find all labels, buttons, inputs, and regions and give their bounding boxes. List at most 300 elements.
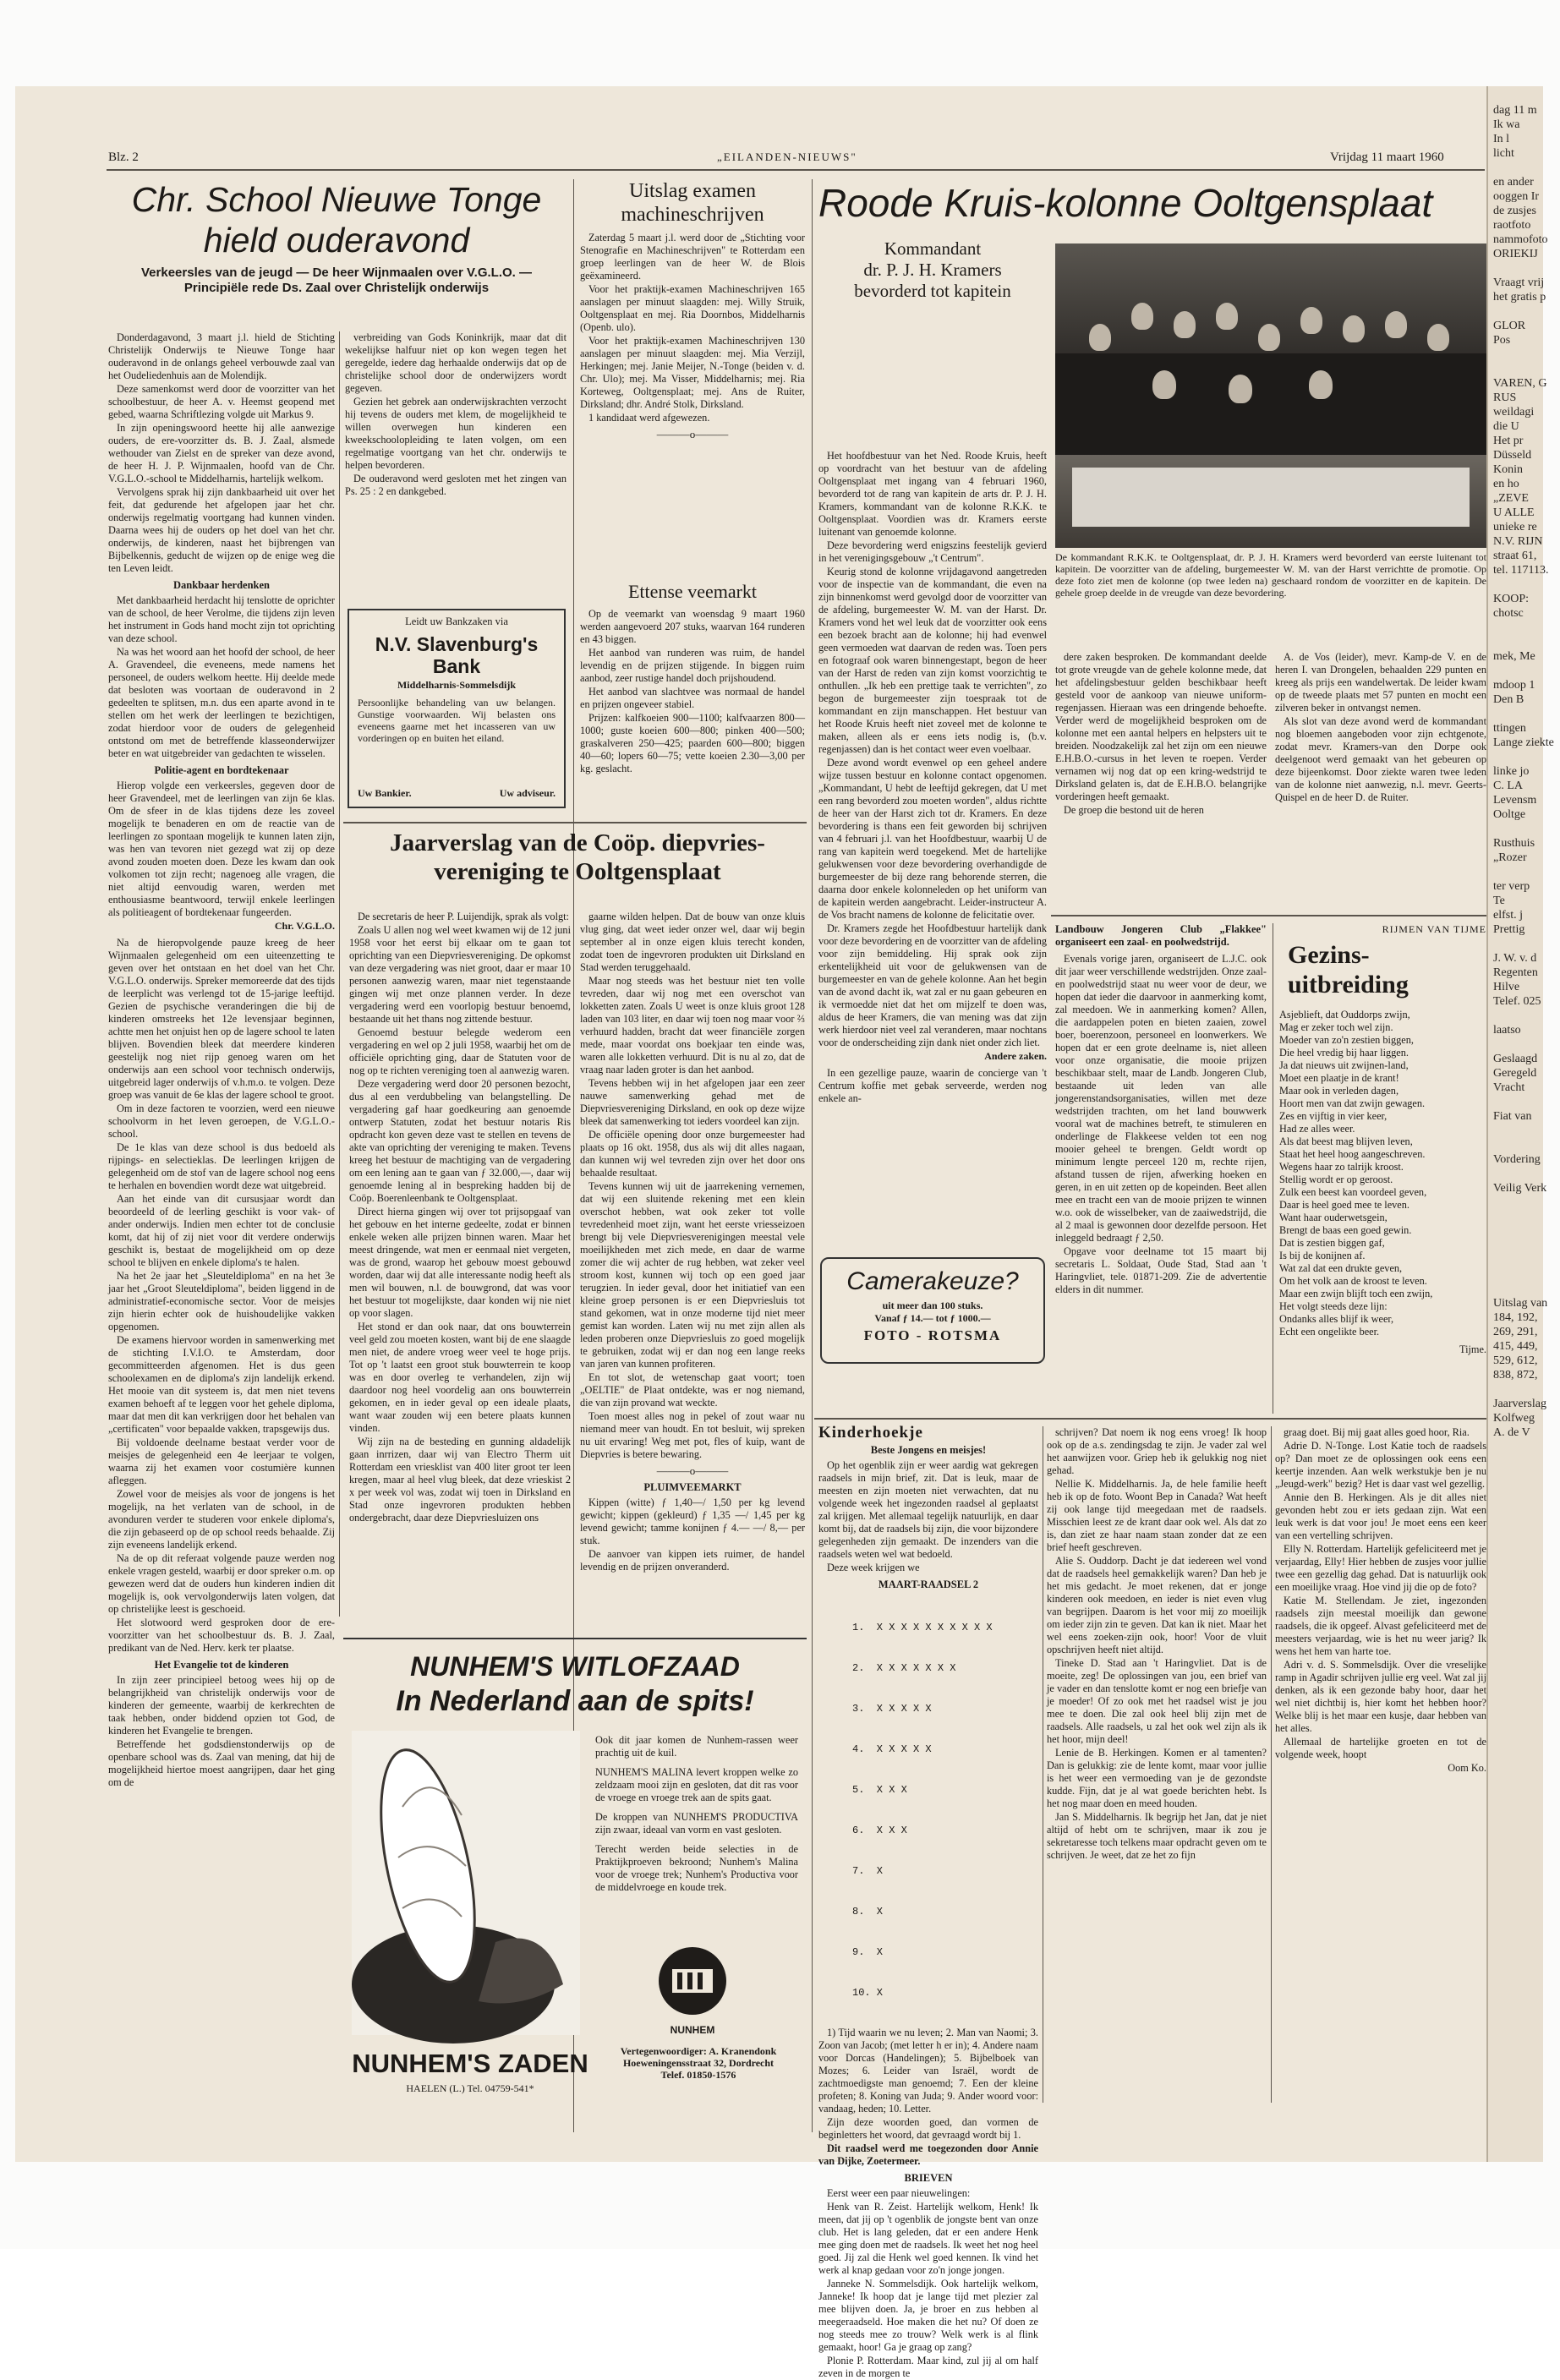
edge-line xyxy=(1493,635,1542,649)
article-title: Roode Kruis-kolonne Ooltgensplaat xyxy=(818,181,1433,225)
nunhem-brand: NUNHEM'S ZADEN xyxy=(352,2049,588,2078)
poem-column-title: RIJMEN VAN TIJME xyxy=(1382,923,1486,935)
edge-line: Ik wa xyxy=(1493,118,1520,131)
section-heading: PLUIMVEEMARKT xyxy=(643,1481,742,1493)
paragraph: En tot slot, de wetenschap gaat voort; toen „OELTIE" de Plaat ontdekte, was er nog niemand, die van zijn provand wat weckte. xyxy=(580,1371,805,1409)
puzzle-row: 7. X xyxy=(852,1865,884,1877)
edge-line: ttingen xyxy=(1493,722,1526,735)
edge-line xyxy=(1493,347,1542,362)
edge-line: Te xyxy=(1493,895,1505,907)
poem-line: Als dat beest mag blijven leven, xyxy=(1279,1135,1413,1147)
paragraph: Janneke N. Sommelsdijk. Ook hartelijk welkom, Janneke! Ik hoop dat je lange tijd met plezier zal mee blijven doen. Ja, je broer en zus hebben al meegeraadseld. Hoe maken die het nu? Of doen ze nog steeds mee zo trouw? Welk werk is al flink gemaakt, hoor! Ga je graag op zang? xyxy=(818,2278,1038,2353)
puzzle-grid xyxy=(852,1594,1038,2027)
edge-line: KOOP: xyxy=(1493,593,1530,605)
poem-signature: Tijme. xyxy=(1459,1343,1486,1355)
paragraph: Ook dit jaar komen de Nunhem-rassen weer prachtig uit de kuil. xyxy=(595,1734,798,1759)
paragraph: Zowel voor de meisjes als voor de jongens is het mogelijk, na het verlaten van de school, in de avonduren verder te studeren voor enkele diploma's, die zijn gebaseerd op de op school reeds behaalde. Zij zijn eveneens landelijk erkend. xyxy=(108,1488,335,1551)
paragraph: Bij voldoende deelname bestaat verder voor de meisjes de gelegenheid een 4e leerjaar te volgen, waarna zij het examen voor costumière kunnen afleggen. xyxy=(108,1436,335,1486)
paragraph: Na was het woord aan het hoofd der school, de heer A. Gravendeel, die eveneens, mede namens het personeel, de ouders welkom heette. Hij deelde mede dat besloten was voortaan de ouderavond in 2 gedeelten te splitsen, m.n. dus een aparte avond in te stellen om het werk der leerlingen te bezichtigen, zodat hierdoor voor de ouders de gelegenheid ontstond om met de betreffende klasseonderwijzer beter en wat uitgebreider van gedachten te wisselen. xyxy=(108,646,335,759)
photo-caption: De kommandant R.K.K. te Ooltgensplaat, dr. P. J. H. Kramers werd bevorderd van eerste luitenant tot kapitein. De voorzitter van de afdeling, burgemeester W. M. van der Harst verrichtte de promotie. Op deze foto ziet men de kolonne (op twee leden na) geschaard rondom de voorzitter en de kapitein. De gehele groep deelde in de vreugde van deze bevordering. xyxy=(1055,551,1486,599)
edge-line: In l xyxy=(1493,133,1510,145)
edge-line: Vraagt vrij xyxy=(1493,276,1545,289)
edge-line xyxy=(1493,161,1542,175)
nunhem-logo-text: NUNHEM xyxy=(670,2024,715,2036)
paragraph: Hierop volgde een verkeersles, gegeven door de heer Gravendeel, met de leerlingen van zijn 6e klas. Om de sfeer in de klas tijdens deze les zoveel mogelijk te benaderen en om de reactie van de leerlingen zo spontaan mogelijk te kunnen laten zijn, was hen van tevoren niet gezegd wat zij op deze avond zouden moeten doen. Deze les kwam dan ook volkomen tot zijn recht; nagenoeg alle vragen, die niet altijd eenvoudig waren, werden met enthousiasme beantwoord, terwijl enkele leerlingen als politieagent of bordtekenaar fungeerden. xyxy=(108,780,335,918)
poem-line: Het volgt steeds deze lijn: xyxy=(1279,1300,1388,1312)
edge-line: straat 61, xyxy=(1493,550,1537,562)
poem-lines xyxy=(1279,1009,1486,1338)
paragraph: In zijn zeer principieel betoog wees hij op de belangrijkheid van christelijk onderwijs voor de kinderen der gemeente, waarbij de kerkrechten de taak hebben, onder biddend opzien tot God, de kinderen het Evangelie te brengen. xyxy=(108,1674,335,1737)
edge-line xyxy=(1493,362,1542,376)
paragraph: In een gezellige pauze, waarin de concierge van 't Centrum koffie met gebak serveerde, werden nog enkele an- xyxy=(818,1067,1047,1104)
edge-line: J. W. v. d xyxy=(1493,952,1537,965)
puzzle-row: 10. X xyxy=(852,1987,884,1999)
article-subtitle: Verkeersles van de jeugd — De heer Wijnmaalen over V.G.L.O. — Principiële rede Ds. Zaal over Christelijk onderwijs xyxy=(141,265,532,295)
agent-address: Hoeweningensstraat 32, Dordrecht xyxy=(622,2057,775,2069)
paragraph: A. de Vos (leider), mevr. Kamp-de V. en de heren I. van Drongelen, behaalden 229 punten en kreeg als prijs een wandelwertak. De leider kwam op de tweede plaats met 57 punten en mocht een zilveren beker in ontvangst nemen. xyxy=(1275,651,1486,714)
bank-ad-text: Persoonlijke behandeling van uw belangen. Gunstige voorwaarden. Wij belasten ons eveneens gaarne met het incasseren van uw vorderingen op en buiten het eiland. xyxy=(358,697,556,744)
paragraph: Maar nog steeds was het bestuur niet ten volle tevreden, daar wij nog met een overschot van lokketten zaten. Zoals U weet is onze kluis groot 128 laden van 103 liter, en daar wij toen nog maar voor ⅔ verhuurd hadden, bracht dat weer financiële zorgen mede, maar voordat ons boekjaar ten einde was, waren alle lokketten verhuurd. Dit is nu al zo, dat de vraag naar laden groter is dan het aanbod. xyxy=(580,975,805,1075)
paragraph: In zijn openingswoord heette hij alle aanwezige ouders, de ere-voorzitter ds. B. J. Zaal, alsmede wethouder van Zielst en de spreker van deze avond, de heer H. J. P. Wijnmaalen, hoofd van de Chr. V.G.L.O.-school te Middelharnis, hartelijk welkom. xyxy=(108,422,335,484)
page-number: Blz. 2 xyxy=(108,150,139,164)
edge-line: licht xyxy=(1493,147,1514,160)
edge-line xyxy=(1493,1138,1542,1152)
article-title: Uitslag examen machineschrijven xyxy=(621,180,764,226)
chicory-illustration xyxy=(352,1731,580,2035)
nunhem-logo-icon xyxy=(652,1944,733,2028)
paragraph: Op het ogenblik zijn er weer aardig wat gekregen raadsels in mijn brief, zit. Dat is leuk, maar de meesten en zijn moeten niet verwachten, dat nu volgende week het ingezonden raadsel al geplaatst zal krijgen. Met allemaal tegelijk natuurlijk, en daar komt bij, dat de raadsels bij zijn, die voor bijzondere gelegenheden zijn gemaakt. De inzenders van die raadsels weten wel wat bedoeld. xyxy=(818,1459,1038,1560)
edge-line: die U xyxy=(1493,420,1519,433)
paragraph: Evenals vorige jaren, organiseert de L.J.C. ook dit jaar weer verschillende wedstrijden. Onze zaal- en poolwedstrijd staat nu weer voor de deur, we hopen dat ieder die daarvoor in aanmerking komt, zal meedoen. We in aanmerking komen? Allen, die aardappelen poten en bieten zaaien, zowel boer, boerenzoon, personeel en loonwerkers. We hopen dat er een grote deelname is, niet alleen voor onze organisatie, die mooie prijzen beschikbaar stelt, maar de Landb. Jongeren Club, bestaande uit leden van alle jongerenstandsorganisaties, willen met deze wedstrijden trachten, om het land bouwwerk vooral wat de machines betreft, te stimuleren en onderlinge de Flakkeese velden tot een nog mooier geheel te brengen. Geldt wordt op minimum lengte perceel 120 m, rechte rijen, afstand tussen de rijen, afwerking hoeken en geren, in en uit zetten op de kopeinden. Beet allen mee en tracht een van de mooie prijzen te winnen w.o. ook de wisselbeker, van de zaaiwedstrijd, die al 2 maal is gewonnen door dezelfde persoon. Het inleggeld bedraagt ƒ 2,50. xyxy=(1055,953,1267,1244)
section-rule xyxy=(343,822,807,823)
edge-line: Veilig Verk xyxy=(1493,1182,1547,1195)
header-rule xyxy=(107,169,1485,171)
agent-phone: Telef. 01850-1576 xyxy=(660,2069,736,2081)
poem-line: Brengt de baas een goed gewin. xyxy=(1279,1224,1412,1236)
edge-line: nammofoto xyxy=(1493,233,1548,246)
edge-line: de zusjes xyxy=(1493,205,1536,217)
paragraph: Deze avond wordt evenwel op een geheel andere wijze tussen bestuur en kolonne contact opgenomen. „Kommandant, U hebt de leeftijd gekregen, dat U met een rang bevorderd zou moeten worden", aldus richtte de heer van der Harst zich tot dr. Kramers. En deze bevordering is thans een feit geworden bij schrijven van 4 februari j.l. van het Hoofdbestuur, waarbij U de rang van kapitein werd toegekend. Met de hartelijke gelukwensen voor deze bevordering overhandigde de burgemeester de bij deze rang behorende sterren, die daarna door enkele kolonneleden op het uniform van de kapitein werden aangebracht. Leider-instructeur A. de Vos bracht namens de kolonne de felicitatie over. xyxy=(818,757,1047,921)
edge-line: Rusthuis xyxy=(1493,837,1535,850)
edge-line: Prettig xyxy=(1493,923,1525,936)
puzzle-row: 2. X X X X X X X xyxy=(852,1662,956,1674)
edge-line xyxy=(1493,750,1542,764)
poem-line: Want haar ouderwetsgein, xyxy=(1279,1212,1388,1223)
edge-line: Vracht xyxy=(1493,1081,1525,1094)
paragraph: Het slotwoord werd gesproken door de ere-voorzitter van het schoolbestuur ds. B. J. Zaal, predikant van de Ned. Herv. kerk ter plaatse. xyxy=(108,1617,335,1654)
edge-line xyxy=(1493,1095,1542,1109)
paragraph: Toen moest alles nog in pekel of zout waar nu niemand meer van houdt. En tot besluit, wij spreken nu uit ervaring! Weg met pot, fles of kuip, want de Diepvries is betere bewaring. xyxy=(580,1410,805,1460)
bank-ad-slogan-right: Uw adviseur. xyxy=(499,787,556,799)
edge-line: Pos xyxy=(1493,334,1511,347)
paragraph: Voor het praktijk-examen Machineschrijven 165 aanslagen per minuut slaagden: mej. Willy Struik, Ooltgensplaat en mej. Ria Doornbos, Middelharnis (Openb. ulo). xyxy=(580,283,805,333)
edge-line: Levensm xyxy=(1493,794,1537,807)
issue-date: Vrijdag 11 maart 1960 xyxy=(1330,150,1444,164)
edge-line: 529, 612, xyxy=(1493,1354,1538,1367)
article-diepvries-col2 xyxy=(580,911,805,1638)
edge-line: Fiat van xyxy=(1493,1110,1532,1123)
edge-line xyxy=(1493,664,1542,678)
kinderhoekje-col2 xyxy=(1047,1426,1267,2103)
agent-name: Vertegenwoordiger: A. Kranendonk xyxy=(620,2045,777,2057)
bank-place: Middelharnis-Sommelsdijk xyxy=(397,679,516,691)
edge-line: C. LA xyxy=(1493,780,1523,792)
edge-line xyxy=(1493,1009,1542,1023)
article-roodekruis-subtitle xyxy=(818,238,1047,450)
puzzle-row: 4. X X X X X xyxy=(852,1743,932,1755)
edge-line: „ZEVE xyxy=(1493,492,1529,505)
column-rule xyxy=(812,179,813,2132)
paragraph: dere zaken besproken. De kommandant deelde tot grote vreugde van de gehele kolonne mede, dat het afdelingsbestuur gelden beschikbaar heeft gesteld voor de aankoop van nieuwe uniform-regenjassen. Hieraan was een dringende behoefte. Verder werd de mogelijkheid besproken om de kolonne met een aantal helpers en helpsters uit te breiden. Noodzakelijk zal het zijn om een nieuwe E.H.B.O.-cursus in het leven te roepen. Verder vernamen wij nog dat op een kring-wedstrijd te Dirksland gelaten is, dat de E.H.B.O. belangrijke vorderingen heeft gemaakt. xyxy=(1055,651,1267,802)
edge-line: A. de V xyxy=(1493,1426,1530,1439)
edge-line xyxy=(1493,577,1542,592)
article-ljc-flakkee xyxy=(1055,923,1267,1422)
poem-line: Zes en vijftig in vier keer, xyxy=(1279,1110,1388,1122)
nunhem-agent xyxy=(597,2045,800,2081)
edge-line xyxy=(1493,621,1542,635)
edge-line: unieke re xyxy=(1493,521,1537,533)
poem-line: Dat is zestien biggen gaf, xyxy=(1279,1237,1385,1249)
adjacent-page-edge xyxy=(1486,86,1554,2162)
kinderhoekje-signature: Oom Ko. xyxy=(1448,1762,1486,1774)
edge-line: Lange ziekte xyxy=(1493,736,1554,749)
edge-line xyxy=(1493,822,1542,836)
edge-line: Düsseld xyxy=(1493,449,1532,462)
edge-line: ooggen Ir xyxy=(1493,190,1540,203)
paragraph: Dit raadsel werd me toegezonden door Annie van Dijke, Zoetermeer. xyxy=(818,2142,1038,2167)
subtitle-3: bevorderd tot kapitein xyxy=(854,281,1011,301)
edge-line: N.V. RIJN xyxy=(1493,535,1543,548)
poem-line: Om het volk aan de kroost te leven. xyxy=(1279,1275,1427,1287)
edge-line: elfst. j xyxy=(1493,909,1523,922)
article-diepvries-col1 xyxy=(349,911,571,1638)
poem-line: Asjeblieft, dat Ouddorps zwijn, xyxy=(1279,1009,1410,1020)
paragraph: Als slot van deze avond werd de kommandant nog bloemen aangeboden voor zijn echtgenote, zodat mevr. Kramers-van den Dorpe ook deelgenoot werd gemaakt van het gebeuren op deze bijeenkomst. Door ziekte waren twee leden van de kolonne niet aanwezig, n.l. mevr. Geerts-Quispel en de heer D. de Ruiter. xyxy=(1275,715,1486,803)
paragraph: Elly N. Rotterdam. Hartelijk gefeliciteerd met je verjaardag, Elly! Hier hebben de zusjes voor jullie twee een gezellig dag gehad. Dat is natuurlijk ook een moeilijke vraag. Hoe vind jij die op de foto? xyxy=(1275,1543,1486,1593)
paragraph: Adri v. d. S. Sommelsdijk. Over die vreselijke ramp in Agadir schrijven jullie erg veel. Wat zal jij denken, als ik een gezonde baby hoor, daar het wel niet dichtbij is, hier komt het hebben hoor? Welke blij is het maar een kusje, daar hebben van het alles. xyxy=(1275,1659,1486,1734)
puzzle-row: 9. X xyxy=(852,1946,884,1958)
edge-line xyxy=(1493,1037,1542,1052)
paragraph: De ouderavond werd gesloten met het zingen van Ps. 25 : 2 en dankgebed. xyxy=(345,473,567,497)
paragraph: NUNHEM'S MALINA levert kroppen welke zo zeldzaam mooi zijn en gesloten, dat dit ras voor de vroege en vroege trek aan de spits gaat. xyxy=(595,1766,798,1803)
edge-line xyxy=(1493,1382,1542,1397)
paragraph: gaarne wilden helpen. Dat de bouw van onze kluis vlug ging, dat weet ieder onzer wel, daar wij begin september al in onze eigen kluis terecht konden, zodat toen de ingevroren produkten uit Dirksland en Stad werden teruggehaald. xyxy=(580,911,805,973)
bank-ad-slogan-left: Uw Bankier. xyxy=(358,787,412,799)
edge-line: Den B xyxy=(1493,693,1524,706)
paragraph: Het aanbod van runderen was ruim, de handel levendig en de prijzen stijgende. In biggen ruim aanbod, zeer rustige handel doch prijshoudend. xyxy=(580,647,805,684)
paragraph: Vervolgens sprak hij zijn dankbaarheid uit over het feit, dat gedurende het afgelopen jaar het chr. onderwijs regelmatig voortgang had kunnen vinden. Daarna wees hij de ouders op het doel van het chr. onderwijs, de kinderen, naast het bijbrengen van Bijbelkennis, geducht de wijzen op de enige weg die ten Leven leidt. xyxy=(108,486,335,574)
nunhem-headline-1: NUNHEM'S WITLOFZAAD xyxy=(410,1651,740,1682)
poem-gezinsuitbreiding xyxy=(1279,923,1486,1422)
nunhem-brand-sub: HAELEN (L.) Tel. 04759-541* xyxy=(406,2082,534,2094)
greeting: Beste Jongens en meisjes! xyxy=(870,1444,987,1456)
paragraph: De 1e klas van deze school is dus bedoeld als rijpings- en selectieklas. De leerlingen krijgen de gelegenheid om de stof van de lagere school nog eens te herhalen en bovendien wordt deze wat uitgebreid. xyxy=(108,1141,335,1191)
edge-line: het gratis p xyxy=(1493,291,1546,304)
edge-line: Regenten xyxy=(1493,966,1538,979)
section-heading: Politie-agent en bordtekenaar xyxy=(154,764,289,776)
puzzle-title: MAART-RAADSEL 2 xyxy=(878,1578,979,1590)
camera-ad-line1: uit meer dan 100 stuks. xyxy=(882,1299,983,1311)
edge-line: GLOR xyxy=(1493,320,1526,332)
edge-line: tel. 117113. xyxy=(1493,564,1549,577)
article-veemarkt xyxy=(580,581,805,851)
edge-line: linke jo xyxy=(1493,765,1530,778)
page-header xyxy=(108,150,1478,171)
edge-line: Ooltge xyxy=(1493,808,1526,821)
masthead: „EILANDEN-NIEUWS" xyxy=(717,150,857,163)
article-school-col1 xyxy=(108,331,335,2128)
kolonne-photo xyxy=(1055,243,1486,548)
poem-line: Wat zal dat een drukte geven, xyxy=(1279,1262,1403,1274)
column-rule xyxy=(1271,1426,1272,2103)
edge-line: Jaarverslag xyxy=(1493,1398,1546,1410)
paragraph: Om in deze factoren te voorzien, werd een nieuwe schoolvorm in het leven geroepen, de V.G.L.O.-school. xyxy=(108,1102,335,1140)
article-school-col2 xyxy=(345,331,567,594)
section-rule xyxy=(1051,915,1486,916)
puzzle-row: 6. X X X xyxy=(852,1825,907,1836)
paragraph: Het aanbod van slachtvee was normaal de handel en prijzen ongeveer stabiel. xyxy=(580,686,805,710)
kinderhoekje-col1 xyxy=(818,1424,1038,2379)
paragraph: Adrie D. N-Tonge. Lost Katie toch de raadsels op? Dan moet ze de oplossingen ook eens een keertje inzenden. Aan welk werkstukje ben je nu „Jeugd-werk" bezig? Het is daar vast wel gezellig. xyxy=(1275,1440,1486,1490)
edge-line xyxy=(1493,1253,1542,1267)
article-roodekruis-col2 xyxy=(1055,651,1267,913)
article-diepvries-header xyxy=(349,829,806,905)
edge-line: 184, 192, xyxy=(1493,1311,1538,1324)
poem-line: Stellig wordt er op geroost. xyxy=(1279,1174,1393,1185)
paragraph: 1 kandidaat werd afgewezen. xyxy=(588,412,710,424)
edge-line: VAREN, G xyxy=(1493,377,1547,390)
paragraph: Dr. Kramers zegde het Hoofdbestuur hartelijk dank voor deze bevordering en de voorzitter van de afdeling voor zijn bemiddeling. Hij sprak ook zijn erkentelijkheid uit voor de gelukwensen van de burgemeester en van de gehele kolonne. Aan het begin van de avond dacht ik, wat zal er nu gaan gebeuren en ik vermoedde niet dat het om mijzelf te doen was, aldus de heer Kramers, die van mening was dat zijn werk hierdoor niet veel zal veranderen, maar nochtans voor de onderscheiding zijn dank niet onder zich liet. xyxy=(818,922,1047,1048)
article-title: Jaarverslag van de Coöp. diepvries-vereniging te Ooltgensplaat xyxy=(390,829,765,885)
paragraph: verbreiding van Gods Koninkrijk, maar dat dit wekelijkse halfuur niet op kon wegen tegen het geregelde, iedere dag herhaalde onderwijs dat op de christelijke school door de onderwijzers wordt gegeven. xyxy=(345,331,567,394)
edge-line xyxy=(1493,1239,1542,1253)
subtitle-1: Kommandant xyxy=(884,238,982,259)
article-title-line2: hield ouderavond xyxy=(203,221,470,260)
edge-line xyxy=(1493,865,1542,879)
paragraph: Met dankbaarheid herdacht hij tenslotte de oprichter van de school, de heer Verolme, die tijdens zijn leven het instrument in Gods hand mocht zijn tot oprichting van deze school. xyxy=(108,594,335,644)
newspaper-page xyxy=(15,86,1487,2379)
paragraph: Deze samenkomst werd door de voorzitter van het schoolbestuur, de heer A. v. Heemst geopend met gebed, waarna Schriftlezing volgde uit Markus 9. xyxy=(108,383,335,420)
byline: Andere zaken. xyxy=(984,1050,1047,1062)
edge-line xyxy=(1493,1167,1542,1181)
poem-line: Maar ook in verleden dagen, xyxy=(1279,1085,1399,1097)
poem-line: Ja dat nieuws uit zwijnen-land, xyxy=(1279,1059,1409,1071)
paragraph: Alie S. Ouddorp. Dacht je dat iedereen wel vond dat de raadsels heel gemakkelijk waren? Dan heb je het mis gedacht. Je moet rekenen, dat er jonge kinderen ook meedoen, en ieder is niet even vlug van begrijpen. Daarom is het voor mij zo moeilijk om ieder zijn zin te geven. Dat kan ik niet. Maar het wel eens zoeken-zijn ook, hoor! Voor de vluit opschrijven heeft niet altijd. xyxy=(1047,1555,1267,1655)
paragraph: Katie M. Stellendam. Je ziet, ingezonden raadsels zijn meestal moeilijk dan gewone raadsels, die ik opgeef. Alvast gefeliciteerd met de meesters verjaardag, wie is het nu weer jarig? Ik wens het hem van harte toe. xyxy=(1275,1595,1486,1657)
paragraph: Na de hieropvolgende pauze kreeg de heer Wijnmaalen gelegenheid om een uiteenzetting te geven over het ontstaan en het doel van het Chr. V.G.L.O. onderwijs. Spreker memoreerde dat des tijds de leerplicht was verlengd tot de 15-jarige leeftijd. Gezien de psychische veranderingen die bij de kinderen omstreeks het 12e levensjaar beginnen, achtte men het onjuist hen op de lagere school te laten blijven. Bovendien bleek dat meerdere kinderen geestelijk nog niet rijp genoeg waren om het onderwijs aan een school voor technisch onderwijs, uitgebreid lager onderwijs of v.h.m.o. te volgen. Deze groep was vanuit de 6e klas der lagere school te groot. xyxy=(108,937,335,1101)
edge-line: U ALLE xyxy=(1493,506,1535,519)
edge-line: ORIEKIJ xyxy=(1493,248,1538,260)
edge-line xyxy=(1493,1210,1542,1224)
paragraph: Zijn deze woorden goed, dan vormen de beginletters het woord, dat gevraagd wordt bij 1. xyxy=(818,2116,1038,2141)
poem-line: Daar is heel goed mee te leven. xyxy=(1279,1199,1409,1211)
nunhem-advertisement xyxy=(343,1638,807,2109)
paragraph: Allemaal de hartelijke groeten en tot de volgende week, hoopt xyxy=(1275,1736,1486,1760)
camera-ad-line2: Vanaf ƒ 14.— tot ƒ 1000.— xyxy=(874,1312,991,1324)
paragraph: Deze bevordering werd enigszins feestelijk gevierd in het verenigingsgebouw „'t Centrum". xyxy=(818,539,1047,564)
poem-line: Zulk een beest kan voordeel geven, xyxy=(1279,1186,1427,1198)
paragraph: Donderdagavond, 3 maart j.l. hield de Stichting Christelijk Onderwijs te Nieuwe Tonge haar ouderavond in de onlangs geheel verbouwde zaal van het Oudeliedenhuis aan de Molendijk. xyxy=(108,331,335,381)
paragraph: Tevens kunnen wij uit de jaarrekening vernemen, dat wij een sluitende rekening met een klein overschot hebben, wat ook zeker tot volle tevredenheid moet zijn, want het eerste vriesseizoen brengt bij vele Diepvriesverenigingen meestal vele moeilijkheden met zich mede, en daar de warme zomer die wij achter de rug hebben, wat zeker veel stroom kost, kunnen wij toch op een goed jaar terugzien. In ieder geval, door het initiatief van een kleine groep personen is er een Diepvriesluis tot stand gekomen, wat in onze moderne tijd niet meer gemist kan worden. Laten wij nu met zijn allen als leden proberen onze Diepvriesluis zo goed mogelijk te gebruiken, zodat wij er dan nog een lange reeks van jaren van kunnen profiteren. xyxy=(580,1180,805,1370)
camera-ad-shop: FOTO - ROTSMA xyxy=(863,1327,1002,1343)
section-rule xyxy=(814,1418,1486,1420)
edge-line: Geregeld xyxy=(1493,1067,1537,1080)
paragraph: Lenie de B. Herkingen. Komen er al tamenten? Dan is gelukkig: zie de lente komt, maar voor jullie is het weer een vermoeding van je de gezondste kudde. Fijn, dat je al wat goede berichten hebt. Is het nog maar doen en meed houden. xyxy=(1047,1747,1267,1809)
edge-line: en ho xyxy=(1493,478,1519,490)
bank-advertisement xyxy=(348,609,566,808)
edge-line: chotsc xyxy=(1493,607,1524,620)
edge-line xyxy=(1493,261,1542,276)
edge-line: raotfoto xyxy=(1493,219,1531,232)
paragraph: Het stond er dan ook naar, dat ons bouwterrein veel geld zou moeten kosten, want bij de ene slaagde men niet, de andere vroeg weer veel te hoge prijs. Tot op 't laatst een groot stuk bouwterrein te koop was en door overleg te verhandelen, zijn wij daardoor nog heel voordelig aan ons bouwterrein gekomen, en in ieder geval op een ideale plaats, want waar zouden wij een betere plaats kunnen vinden. xyxy=(349,1321,571,1434)
edge-line: Het pr xyxy=(1493,435,1524,447)
poem-title-2: uitbreiding xyxy=(1288,971,1409,999)
edge-line: „Rozer xyxy=(1493,851,1527,864)
poem-line: Had ze alles weer. xyxy=(1279,1123,1355,1135)
paragraph: 1) Tijd waarin we nu leven; 2. Man van Naomi; 3. Zoon van Jacob; (met letter h er in); 4. Andere naam voor Dorcas (Handelingen); 5. Bijbelboek van Mozes; 6. Leider van Israël, wordt de zachtmoedigste man genoemd; 7. Een der kleine profeten; 8. Koning van Juda; 9. Ander woord voor: vandaag, heden; 10. Letter. xyxy=(818,2027,1038,2115)
paragraph: De kroppen van NUNHEM'S PRODUCTIVA zijn zwaar, ideaal van vorm en vast gesloten. xyxy=(595,1811,798,1836)
edge-line: mdoop 1 xyxy=(1493,679,1535,692)
puzzle-row: 1. X X X X X X X X X X xyxy=(852,1622,993,1633)
edge-line: ter verp xyxy=(1493,880,1530,893)
paragraph: schrijven? Dat noem ik nog eens vroeg! Ik hoop ook op de a.s. zendingsdag te zijn. Je vader zal wel het aanwijzen voor. Griep heb ik gelukkig nog niet gehad. xyxy=(1047,1426,1267,1476)
paragraph: Keurig stond de kolonne vrijdagavond aangetreden voor de inspectie van de kommandant, die even na zijn binnenkomst werd gevolgd door de voorzitter van de afdeling, burgemeester W. M. van der Harst. Dr. Kramers vond het wel leuk dat de voorzitter ook eens een bezoek bracht aan de kolonne; hij had evenwel geen vermoeden wat daarvan de reden was. Toen pers en fotograaf ook waren binnengestapt, begon de heer van der Harst de reden van zijn komst voorzichtig te onthullen. „Ik heb een prettige taak te verrichten", zo begon de burgemeester zijn toespraak tot de kommandant en zijn manschappen. Het bestuur van het Roode Kruis heeft niet zoveel met de kolonne te maken, alleen als er eens iets nodig is, (b.v. regenjassen) dan is het contact weer even voelbaar. xyxy=(818,566,1047,755)
camera-ad-title: Camerakeuze? xyxy=(846,1267,1019,1295)
article-roodekruis-col3 xyxy=(1275,651,1486,913)
poem-line: Wegens haar zo talrijk kroost. xyxy=(1279,1161,1404,1173)
paragraph: Direct hierna gingen wij over tot prijsopgaaf van het gebouw en het interne gedeelte, zodat er binnen enkele weken alle prijzen binnen waren. Maar het meest dringende, wat men er eenmaal niet vergeten, was de grond, waarop het gebouw moest gebouwd worden, daar wij dat alle interessante nodig heeft als men wil bouwen, n.l. de bouwgrond, dat was voor het bestuur tot mogelijkste, daar konden wij nie niet op voor slagen. xyxy=(349,1206,571,1319)
paragraph: Deze vergadering werd door 20 personen bezocht, dus al een verdubbeling van belangstelling. De vergadering gaf haar goedkeuring aan genoemde ontwerp Statuten, zodat het bestuur notaris Ris opdracht kon geven deze vast te stellen en tevens de akte van oprichting der vereniging te maken. Tevens kreeg het bestuur de machtiging van de vergadering om een lening aan te gaan van ƒ 32.000,—, daar wij genoemde lening al in bespreking hadden bij de Coöp. Boerenleenbank te Ooltgensplaat. xyxy=(349,1078,571,1204)
paragraph: Plonie P. Rotterdam. Maar kind, zul jij al om half zeven in de morgen te xyxy=(818,2355,1038,2379)
paragraph: Zoals U allen nog wel weet kwamen wij de 12 juni 1958 voor het eerst bij elkaar om te gaan tot oprichting van een Diepvriesvereniging. De opkomst van deze vergadering was niet groot, daar er maar 10 personen aanwezig waren, maar niet tegenstaande gingen wij met onze plannen verder. In deze vergadering werd een voorlopig bestuur benoemd, bestaande uit het thans nog zittende bestuur. xyxy=(349,924,571,1025)
poem-line: Maar een zwijn blijft toch een zwijn, xyxy=(1279,1288,1433,1299)
poem-line: Hoort men van dat zwijn gewagen. xyxy=(1279,1097,1426,1109)
edge-line: Kolfweg xyxy=(1493,1412,1535,1425)
edge-line: dag 11 m xyxy=(1493,104,1537,117)
edge-line: mek, Me xyxy=(1493,650,1535,663)
edge-line: Vordering xyxy=(1493,1153,1541,1166)
edge-line xyxy=(1493,937,1542,951)
poem-line: Moeder van zo'n zestien biggen, xyxy=(1279,1034,1414,1046)
poem-line: Die heel vredig bij haar liggen. xyxy=(1279,1047,1409,1059)
edge-line: Telef. 025 xyxy=(1493,995,1541,1008)
article-title: Ettense veemarkt xyxy=(627,581,758,602)
section-heading: BRIEVEN xyxy=(904,2172,953,2184)
paragraph: Prijzen: kalfkoeien 900—1100; kalfvaarzen 800—1000; guste koeien 600—800; pinken 400—500; graskalveren 250—425; paarden 600—800; biggen 40—60; lopers 60—75; vette koeien 2.30—3,00 per kg. geslacht. xyxy=(580,712,805,774)
edge-line: en ander xyxy=(1493,176,1534,189)
subtitle-2: dr. P. J. H. Kramers xyxy=(863,260,1002,280)
paragraph: Tineke D. Stad aan 't Haringvliet. Dat is de moeite, zeg! De oplossingen van jou, een brief van je vader en dan tenslotte komt er nog een briefje van je moeder! Of zo ook met het raadsel wist je jou mee te doen. Die zal ook heel blij zijn met de raadsels. Alle raadsels, u zal het ook wel zijn als ik het hoor, mijn deel! xyxy=(1047,1657,1267,1745)
article-machineschrijven xyxy=(580,179,805,551)
bank-name: N.V. Slavenburg's Bank xyxy=(375,633,539,677)
poem-line: Moet een plaatje in de krant! xyxy=(1279,1072,1399,1084)
edge-line: 269, 291, xyxy=(1493,1326,1538,1338)
poem-title-1: Gezins- xyxy=(1288,941,1370,969)
edge-line xyxy=(1493,1124,1542,1138)
paragraph: Op de veemarkt van woensdag 9 maart 1960 werden aangevoerd 207 stuks, waarvan 164 runderen en 43 biggen. xyxy=(580,608,805,645)
paragraph: Opgave voor deelname tot 15 maart bij secretaris L. Soldaat, Oude Stad, Stad aan 't Haringvliet, tele. 01871-209. Zie de advertentie elders in dit nummer. xyxy=(1055,1245,1267,1295)
poem-line: Staat het heel hoog aangeschreven. xyxy=(1279,1148,1426,1160)
poem-line: Echt een ongelikte beer. xyxy=(1279,1326,1380,1338)
edge-line: 415, 449, xyxy=(1493,1340,1538,1353)
kinderhoekje-col3 xyxy=(1275,1426,1486,2103)
section-heading: Dankbaar herdenken xyxy=(172,579,271,591)
edge-line: Konin xyxy=(1493,463,1523,476)
paragraph: graag doet. Bij mij gaat alles goed hoor, Ria. xyxy=(1284,1426,1470,1438)
edge-line xyxy=(1493,304,1542,319)
poem-line: Ondanks alles blijf ik weer, xyxy=(1279,1313,1394,1325)
article-roodekruis-header xyxy=(818,179,1486,238)
edge-line: weildagi xyxy=(1493,406,1535,419)
adjacent-page-text xyxy=(1493,103,1554,1440)
edge-line: Uitslag van xyxy=(1493,1297,1548,1310)
puzzle-row: 8. X xyxy=(852,1906,884,1918)
kinderhoekje-title: Kinderhoekje xyxy=(818,1424,923,1442)
paragraph: Aan het einde van dit cursusjaar wordt dan beoordeeld of de leerling geschikt is voor vak- of ander onderwijs. Indien men echter tot de conclusie komt, dat hij of zij niet voor dit verdere onderwijs geschikt is, bestaat de mogelijkheid om op deze school te blijven en enkele diploma's te halen. xyxy=(108,1193,335,1268)
edge-line xyxy=(1493,707,1542,721)
edge-line xyxy=(1493,1267,1542,1282)
poem-line: Mag er zeker toch wel zijn. xyxy=(1279,1021,1393,1033)
edge-line: 838, 872, xyxy=(1493,1369,1538,1381)
paragraph: Deze week krijgen we xyxy=(827,1562,920,1573)
paragraph: Gezien het gebrek aan onderwijskrachten verzocht hij tevens de ouders met klem, de mogelijkheid te willen overwegen hun kinderen een kweekschoolopleiding te laten volgen, om een regelmatige voortgang van het chr. onderwijs te helpen bevorderen. xyxy=(345,396,567,471)
column-rule xyxy=(339,331,340,1617)
paragraph: Het hoofdbestuur van het Ned. Roode Kruis, heeft op voordracht van het bestuur van de afdeling Ooltgensplaat met ingang van 4 februari 1960, bevorderd tot de rang van kapitein de arts dr. P. J. H. Kramers, kommandant van de kolonne R.K.K. te Ooltgensplaat. Voordien was dr. Kramers eerste luitenant van genoemde kolonne. xyxy=(818,450,1047,538)
paragraph: Terecht werden beide selecties in de Praktijkproeven bekroond; Nunhem's Malina voor de vroege trek; Nunhem's Productiva voor de middelvroege en koude trek. xyxy=(595,1843,798,1893)
edge-line xyxy=(1493,1282,1542,1296)
paragraph: Wij zijn na de besteding en gunning aldadelijk gaan inrrizen, daar wij van Electro Therm uit Rotterdam een vriesklist van 400 liter groot ter leen kregen, maar al heel vlug bleek, dat deze vrieskist 2 x per week vol was, zodat wij toen in Dirksland en Stad onze ingevroren produkten hebben ondergebracht, daar deze Diepvriesluizen ons xyxy=(349,1436,571,1524)
byline: Chr. V.G.L.O. xyxy=(274,920,335,932)
paragraph: Jan S. Middelharnis. Ik begrijp het Jan, dat je niet altijd of hebt om te schrijven, maar ik zou je sekretaresse toch telkens maar opdracht geven om te schrijven. Je weet, dat ze het zo fijn xyxy=(1047,1811,1267,1861)
nunhem-ad-text xyxy=(595,1734,798,1901)
paragraph: De examens hiervoor worden in samenwerking met de stichting I.V.I.O. te Amsterdam, door gecommitteerden afgenomen. Het is dus geen schoolexamen en de diploma's zijn landelijk erkend. Het mooie van dit systeem is, dat men niet tevens examen behoeft af te leggen voor het gehele diploma, maar dat men dit kan verkrijgen door het behalen van „certificaten" voor bepaalde vakken, trapsgewijs dus. xyxy=(108,1334,335,1435)
paragraph: Henk van R. Zeist. Hartelijk welkom, Henk! Ik meen, dat jij op 't ogenblik de jongste bent van onze club. Het is lang geleden, dat er een andere Henk mee ging doen met de raadsels. Ik weet het nog heel goed. Jij zal die Henk wel goed kennen. Ik vind het werk al knap gedaan voor zo'n jonge jongen. xyxy=(818,2201,1038,2276)
edge-line: Hilve xyxy=(1493,981,1520,993)
paragraph: Tevens hebben wij in het afgelopen jaar een zeer nauwe samenwerking gehad met de Diepvriesvereniging Dirksland, en ook op deze wijze bleek dat samenwerking tot ieders voordeel kan zijn. xyxy=(580,1077,805,1127)
paragraph: Genoemd bestuur belegde wederom een vergadering en wel op 2 juli 1958, waarbij het om de officiële oprichting ging, daar de Statuten voor de nog op te richten vereniging toen al aanwezig waren. xyxy=(349,1026,571,1076)
section-heading: Het Evangelie tot de kinderen xyxy=(154,1659,289,1671)
paragraph: Na het 2e jaar het „Sleuteldiploma" en na het 3e jaar het „Groot Sleuteldiploma", beiden liggend in de administratief-economische sector. Voor de meisjes zijn hierin echter ook de huishoudelijke vakken opgenomen. xyxy=(108,1270,335,1332)
paragraph: De aanvoer van kippen iets ruimer, de handel levendig en de prijzen onveranderd. xyxy=(580,1548,805,1573)
nunhem-headline-2: In Nederland aan de spits! xyxy=(396,1685,754,1717)
divider: ———o——— xyxy=(656,1464,729,1477)
paragraph: Na de op dit referaat volgende pauze werden nog enkele vragen gesteld, waarbij er door spreker o.m. op gewezen werd dat de ouders hun kinderen indien dit mogelijk is, ook vervolgonderwijs laten volgen, dat op christelijke leest is geschoeid. xyxy=(108,1552,335,1615)
edge-line xyxy=(1493,1195,1542,1210)
paragraph: Eerst weer een paar nieuwelingen: xyxy=(827,2187,971,2199)
paragraph: Zaterdag 5 maart j.l. werd door de „Stichting voor Stenografie en Machineschrijven" te Rotterdam een groep leerlingen van de heer W. de Blois geëxamineerd. xyxy=(580,232,805,282)
edge-line: laatso xyxy=(1493,1024,1521,1037)
article-title: Landbouw Jongeren Club „Flakkee" organiseert een zaal- en poolwedstrijd. xyxy=(1055,923,1267,948)
paragraph: De secretaris de heer P. Luijendijk, sprak als volgt: xyxy=(358,911,569,922)
paragraph: Kippen (witte) ƒ 1,40—/ 1,50 per kg levend gewicht; kippen (gekleurd) ƒ 1,35 —/ 1,45 per kg levend gewicht; tamme konijnen ƒ 4.— —/ 8,— per stuk. xyxy=(580,1496,805,1546)
poem-line: Is bij de konijnen af. xyxy=(1279,1250,1366,1261)
paragraph: Annie den B. Herkingen. Als je dit alles niet gevonden hebt zou er iets gedaan zijn. Wat een leuk werk is dat voor jou! Je moet eens een keer van een vertelling schrijven. xyxy=(1275,1491,1486,1541)
puzzle-row: 3. X X X X X xyxy=(852,1703,932,1715)
article-title-line1: Chr. School Nieuwe Tonge xyxy=(131,180,542,219)
edge-line: Geslaagd xyxy=(1493,1053,1538,1065)
paragraph: De groep die bestond uit de heren xyxy=(1064,804,1204,816)
edge-line xyxy=(1493,1224,1542,1239)
paragraph: Nellie K. Middelharnis. Ja, de hele familie heeft heb ik op de foto. Woont Bep in Canada? Wat heeft zij ook lange tijd meegedaan met de raadsels. Misschien leest ze de krant daar ook wel. Als dat zo is, dan ziet ze haar naam staan zonder dat ze een brief heeft geschreven. xyxy=(1047,1478,1267,1553)
bank-ad-intro: Leidt uw Bankzaken via xyxy=(405,616,508,627)
paragraph: Betreffende het godsdienstonderwijs op de openbare school was ds. Zaal van mening, dat hij de mogelijkheid hiertoe moest aangrijpen, daar het ging om de xyxy=(108,1738,335,1788)
paragraph: De officiële opening door onze burgemeester had plaats op 16 okt. 1958, dus als wij dit alles nagaan, dan kunnen wij wel tevreden zijn over het door ons behaalde resultaat. xyxy=(580,1129,805,1179)
puzzle-row: 5. X X X xyxy=(852,1784,907,1796)
camera-advertisement xyxy=(820,1257,1045,1364)
edge-line: RUS xyxy=(1493,391,1517,404)
divider: ———o——— xyxy=(656,428,729,440)
paragraph: Voor het praktijk-examen Machineschrijven 130 aanslagen per minuut slaagden: mej. Mia Verzijl, Herkingen; mej. Janie Meijer, N.-Tonge (beiden v. d. Chr. Ulo); mej. Ma Visser, Middelharnis; mej. Ria Korteweg, Ooltgensplaat; mej. Ans de Ruiter, Dirksland; dhr. André Stolk, Dirksland. xyxy=(580,335,805,410)
